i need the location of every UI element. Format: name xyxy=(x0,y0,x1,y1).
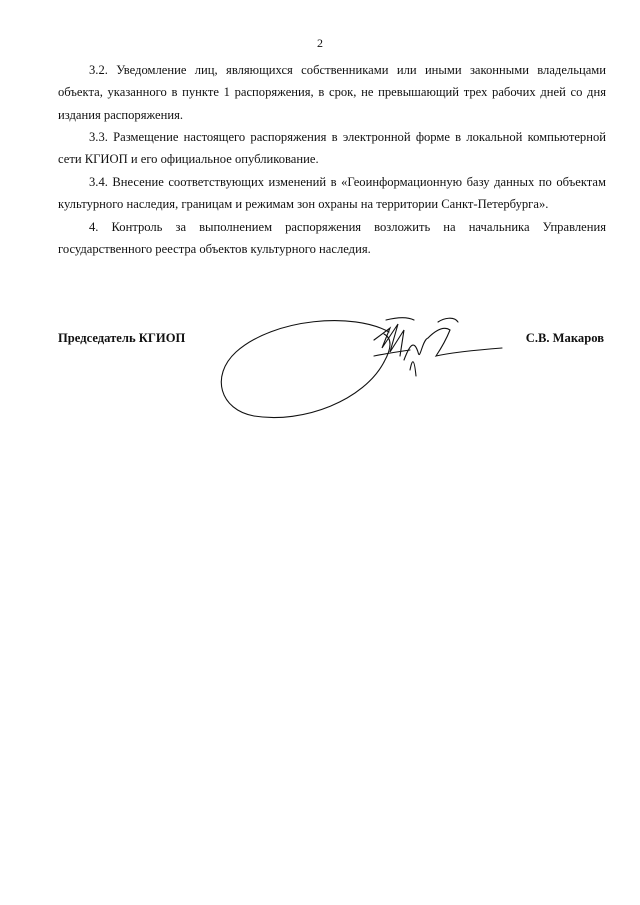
paragraph-3-2: 3.2. Уведомление лиц, являющихся собственниками или иными законными владельцами объекта, указанного в пункте 1 распоряжения, в срок, не превышающий трех рабочих дней со дня издания распоряжения. xyxy=(58,63,606,122)
paragraph-4: 4. Контроль за выполнением распоряжения возложить на начальника Управления государственного реестра объектов культурного наследия. xyxy=(58,220,606,257)
paragraph-3-3: 3.3. Размещение настоящего распоряжения в электронной форме в локальной компьютерной сети КГИОП и его официальное опубликование. xyxy=(58,130,606,167)
handwritten-signature xyxy=(214,300,514,430)
paragraph-3-4: 3.4. Внесение соответствующих изменений в «Геоинформационную базу данных по объектам культурного наследия, границам и режимам зон охраны на территории Санкт-Петербурга». xyxy=(58,175,606,212)
signatory-title: Председатель КГИОП xyxy=(58,331,186,345)
page-number: 2 xyxy=(317,36,323,50)
signatory-name: С.В. Макаров xyxy=(525,331,604,345)
